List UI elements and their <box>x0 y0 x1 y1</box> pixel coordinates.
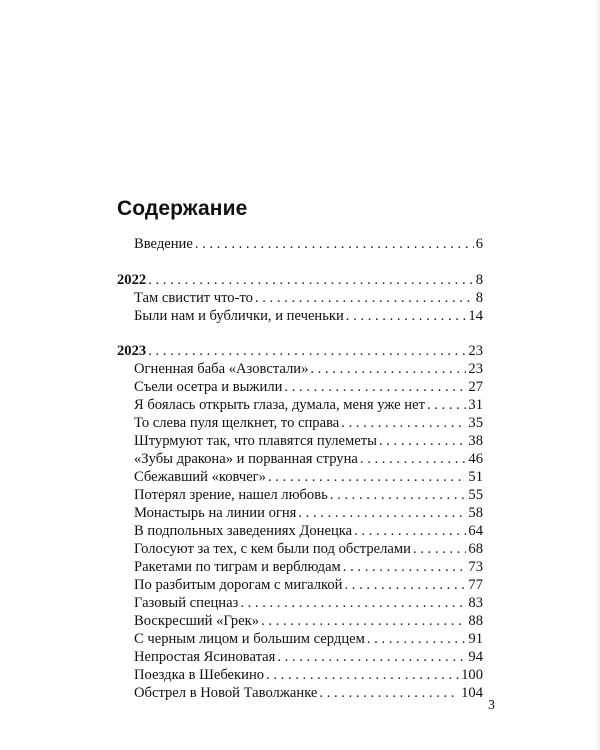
toc-entry-page: 58 <box>468 505 483 521</box>
toc-entry <box>117 395 483 415</box>
toc-entry-page: 8 <box>475 290 483 306</box>
toc-entry-page: 46 <box>468 451 483 467</box>
toc-entry <box>117 288 483 308</box>
toc-entry-page: 91 <box>468 631 483 647</box>
toc-entry-introduction <box>117 234 483 254</box>
toc-entry <box>117 539 483 559</box>
toc-entry-page: 8 <box>475 272 483 288</box>
toc-leader-dots <box>310 359 466 379</box>
toc-entry <box>117 359 483 379</box>
toc-leader-dots <box>346 306 467 326</box>
toc-entry <box>117 467 483 487</box>
toc-entry-title: Введение <box>134 236 193 252</box>
toc-entry-title: С черным лицом и большим сердцем <box>134 631 365 647</box>
toc-leader-dots <box>277 647 466 667</box>
toc-leader-dots <box>261 611 466 631</box>
toc-heading: Содержание <box>117 197 248 220</box>
toc-entry <box>117 521 483 541</box>
toc-leader-dots <box>343 557 467 577</box>
toc-leader-dots <box>268 467 466 487</box>
toc-year-title: 2023 <box>117 343 147 359</box>
toc-leader-dots <box>319 683 459 703</box>
toc-entry-page: 83 <box>468 595 483 611</box>
toc-entry-page: 73 <box>468 559 483 575</box>
toc-entry <box>117 575 483 595</box>
toc-leader-dots <box>367 629 467 649</box>
toc-leader-dots <box>354 521 466 541</box>
toc-entry-page: 27 <box>468 379 483 395</box>
toc-entry-page: 88 <box>468 613 483 629</box>
toc-entry <box>117 557 483 577</box>
toc-entry-page: 77 <box>468 577 483 593</box>
toc-leader-dots <box>240 593 466 613</box>
toc-entry-title: По разбитым дорогам с мигалкой <box>134 577 343 593</box>
toc-leader-dots <box>413 539 466 559</box>
toc-leader-dots <box>266 665 459 685</box>
toc-entry-title: То слева пуля щелкнет, то справа <box>134 415 340 431</box>
toc-leader-dots <box>148 270 474 290</box>
toc-year-2022 <box>117 270 483 290</box>
toc-entry-title: Монастырь на линии огня <box>134 505 297 521</box>
toc-year-2023 <box>117 341 483 361</box>
toc-leader-dots <box>345 575 467 595</box>
toc-entry-page: 35 <box>468 415 483 431</box>
toc-entry-title: Огненная баба «Азовстали» <box>134 361 309 377</box>
toc-leader-dots <box>255 288 474 308</box>
toc-entry <box>117 647 483 667</box>
page-number: 3 <box>488 698 495 713</box>
toc-leader-dots <box>148 341 466 361</box>
toc-entry-title: В подпольных заведениях Донецка <box>134 523 353 539</box>
toc-entry <box>117 449 483 469</box>
toc-entry-page: 94 <box>468 649 483 665</box>
toc-entry-title: Штурмуют так, что плавятся пулеметы <box>134 433 377 449</box>
toc-entry-title: Были нам и бублички, и печеньки <box>134 308 344 324</box>
toc-entry <box>117 431 483 451</box>
toc-entry-title: Съели осетра и выжили <box>134 379 283 395</box>
toc-entry-title: Поездка в Шебекино <box>134 667 265 683</box>
toc-leader-dots <box>298 503 466 523</box>
toc-entry-title: Обстрел в Новой Таволжанке <box>134 685 318 701</box>
toc-entry-page: 51 <box>468 469 483 485</box>
toc-entry-page: 23 <box>468 343 483 359</box>
toc-entry <box>117 629 483 649</box>
toc-entry-page: 6 <box>475 236 483 252</box>
toc-leader-dots <box>341 413 466 433</box>
toc-leader-dots <box>284 377 466 397</box>
toc-entry-page: 68 <box>468 541 483 557</box>
toc-entry-title: Потерял зрение, нашел любовь <box>134 487 328 503</box>
toc-entry-page: 31 <box>468 397 483 413</box>
toc-entry-page: 14 <box>468 308 483 324</box>
toc-entry <box>117 413 483 433</box>
toc-entry-title: Газовый спецназ <box>134 595 239 611</box>
toc-entry-page: 100 <box>461 667 483 683</box>
toc-entry-title: Воскресший «Грек» <box>134 613 260 629</box>
toc-entry <box>117 503 483 523</box>
toc-entry-title: Непростая Ясиноватая <box>134 649 276 665</box>
toc-entry <box>117 665 483 685</box>
toc-leader-dots <box>195 234 474 254</box>
toc-entry <box>117 683 483 703</box>
toc-entry <box>117 593 483 613</box>
toc-entry-page: 23 <box>468 361 483 377</box>
toc-entry-title: Ракетами по тиграм и верблюдам <box>134 559 341 575</box>
toc-entry-title: Голосуют за тех, с кем были под обстрелами <box>134 541 411 557</box>
toc-leader-dots <box>330 485 467 505</box>
toc-entry-page: 38 <box>468 433 483 449</box>
toc-entry-title: Там свистит что-то <box>134 290 253 306</box>
toc-entry <box>117 485 483 505</box>
toc-entry-page: 55 <box>468 487 483 503</box>
toc-entry <box>117 377 483 397</box>
toc-leader-dots <box>379 431 466 451</box>
toc-entry-title: «Зубы дракона» и порванная струна <box>134 451 358 467</box>
toc-entry <box>117 306 483 326</box>
toc-year-title: 2022 <box>117 272 147 288</box>
page-edge-shadow <box>594 0 600 750</box>
toc-entry <box>117 611 483 631</box>
toc-entry-page: 104 <box>461 685 483 701</box>
toc-entry-title: Сбежавший «ковчег» <box>134 469 266 485</box>
toc-entry-page: 64 <box>468 523 483 539</box>
toc-leader-dots <box>427 395 466 415</box>
toc-entry-title: Я боялась открыть глаза, думала, меня уже нет <box>134 397 425 413</box>
toc-leader-dots <box>360 449 467 469</box>
